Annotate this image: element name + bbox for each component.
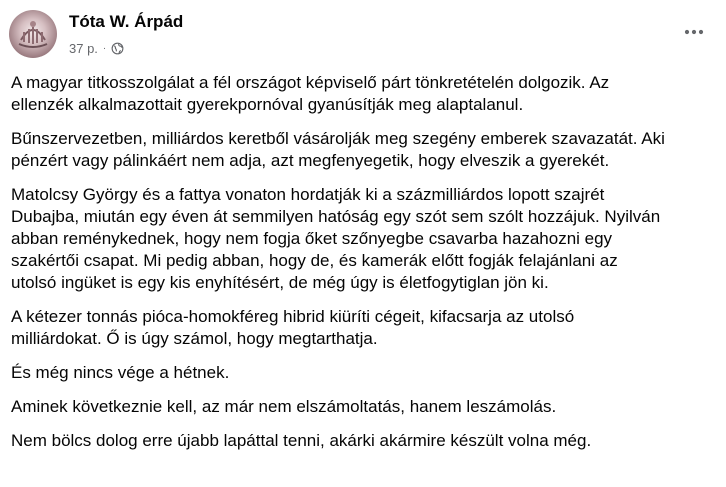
globe-icon[interactable] bbox=[111, 42, 124, 55]
post-paragraph bbox=[11, 128, 717, 172]
paragraph-line: pénzért vagy pálinkáért nem adja, azt megfenyegetik, hogy elveszik a gyerekét. bbox=[11, 151, 610, 170]
paragraph-line: ellenzék alkalmazottait gyerekpornóval gyanúsítják meg alaptalanul. bbox=[11, 95, 524, 114]
paragraph-line: utolsó ingüket is egy kis enyhítésért, de még úgy is életfogytiglan jön ki. bbox=[11, 273, 549, 292]
post-paragraph bbox=[11, 306, 717, 350]
post-paragraph bbox=[11, 72, 717, 116]
author-name[interactable]: Tóta W. Árpád bbox=[69, 12, 184, 31]
paragraph-line: Matolcsy György és a fattya vonaton hordatják ki a százmilliárdos lopott szajrét bbox=[11, 185, 605, 204]
more-options-icon bbox=[684, 29, 704, 35]
paragraph-line: Dubajba, miután egy éven át semmilyen hatóság egy szót sem szólt hozzájuk. Nyilván bbox=[11, 207, 661, 226]
paragraph-line: Aminek következnie kell, az már nem elszámoltatás, hanem leszámolás. bbox=[11, 397, 557, 416]
post-paragraph bbox=[11, 430, 717, 452]
paragraph-line: Nem bölcs dolog erre újabb lapáttal tenni, akárki akármire készült volna még. bbox=[11, 431, 592, 450]
author-avatar[interactable] bbox=[9, 10, 57, 58]
paragraph-line: Bűnszervezetben, milliárdos keretből vásárolják meg szegény emberek szavazatát. Aki bbox=[11, 129, 665, 148]
avatar-emblem-icon bbox=[9, 10, 57, 58]
paragraph-line: milliárdokat. Ő is úgy számol, hogy megtarthatja. bbox=[11, 329, 378, 348]
paragraph-line: abban reménykednek, hogy nem fogja őket szőnyegbe csavarba hazahozni egy bbox=[11, 229, 613, 248]
post-text bbox=[11, 72, 717, 464]
post-paragraph bbox=[11, 184, 717, 294]
more-options-button[interactable] bbox=[676, 18, 712, 46]
meta-separator: · bbox=[102, 42, 107, 54]
post-meta bbox=[69, 39, 124, 57]
post-paragraph bbox=[11, 396, 717, 418]
paragraph-line: És még nincs vége a hétnek. bbox=[11, 363, 230, 382]
post-paragraph bbox=[11, 362, 717, 384]
paragraph-line: A magyar titkosszolgálat a fél országot képviselő párt tönkretételén dolgozik. Az bbox=[11, 73, 610, 92]
paragraph-line: A kétezer tonnás pióca-homokféreg hibrid kiüríti cégeit, kifacsarja az utolsó bbox=[11, 307, 575, 326]
paragraph-line: szakértői csapat. Mi pedig abban, hogy de, és kamerák előtt fogják felajánlani az bbox=[11, 251, 618, 270]
post-timestamp[interactable]: 37 p. bbox=[69, 40, 98, 56]
